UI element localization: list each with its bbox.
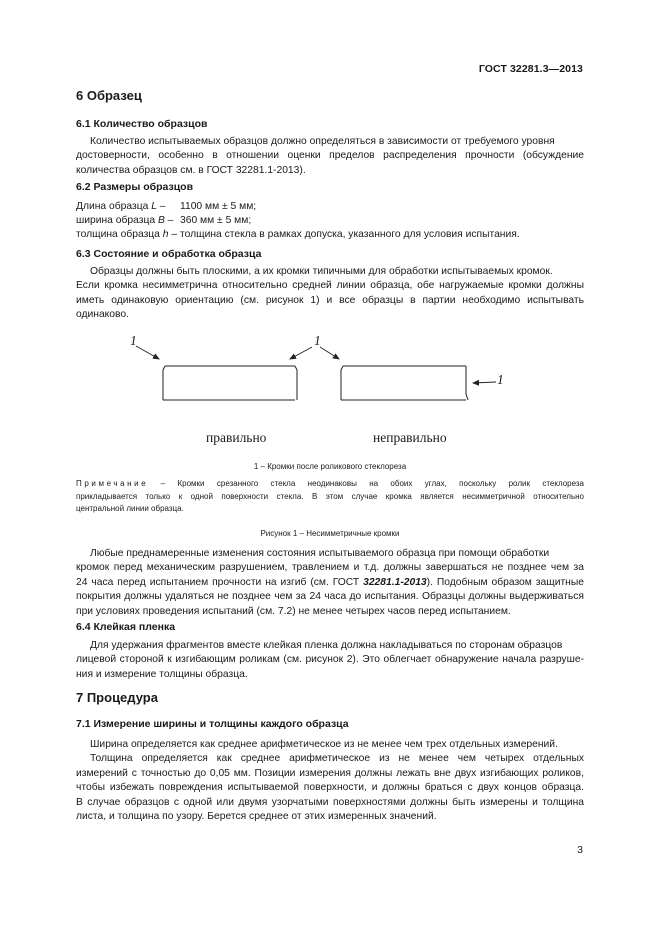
leader-arrow (320, 347, 339, 359)
figure-marker: 1 (497, 372, 504, 387)
text-line: достоверности, особенно в отношении оценки пределов распределения прочности (обсуждение (76, 150, 584, 162)
note-line (76, 478, 584, 491)
figure-label-correct: правильно (206, 430, 267, 445)
text-line: при условиях проведения испытаний (см. 7.2) не менее четырех часов перед испытанием. (76, 605, 511, 617)
figure-label-incorrect: неправильно (373, 430, 447, 445)
section-6-title: 6 Образец (76, 88, 142, 103)
section-6-3-text (76, 265, 584, 323)
dimension-row-thickness (76, 228, 586, 242)
dimension-row-width (76, 214, 586, 228)
text-span: ). Подобным образом защитные (426, 576, 584, 588)
specimen-correct (163, 366, 297, 400)
figure-marker: 1 (314, 333, 321, 348)
section-7-title: 7 Процедура (76, 690, 158, 705)
leader-arrow (473, 382, 496, 383)
leader-arrow (136, 346, 159, 359)
note-line: центральной линии образца. (76, 504, 184, 513)
section-7-1-text (76, 738, 584, 824)
text-line: Если кромка несимметрична относительно средней линии образца, обе нагружаемые кромки должны (76, 280, 584, 292)
text-line: Для удержания фрагментов вместе клейкая пленка должна накладываться по сторонам образцов (90, 640, 563, 651)
text-line: Количество испытываемых образцов должно определяться в зависимости от требуемого уровня (90, 136, 555, 147)
row-value: 1100 мм ± 5 мм; (180, 201, 257, 212)
text-line: Толщина определяется как среднее арифметическое из не менее чем четырех отдельных (90, 753, 584, 765)
row-symbol: h (162, 229, 169, 241)
row-name: толщина образца (76, 229, 163, 241)
section-6-3-title: 6.3 Состояние и обработка образца (76, 248, 262, 260)
note-word: Примечание (76, 479, 149, 488)
row-name: Длина образца (76, 201, 152, 212)
text-line: В случае образцов с одной или двумя узорчатыми поверхностями должны быть измерены и толщина (76, 796, 584, 808)
row-dash: – (168, 229, 178, 241)
section-6-1-title: 6.1 Количество образцов (76, 118, 208, 130)
note-line: прикладывается только к одной поверхности стекла. В этом случае кромка является несимметричной относительно (76, 491, 584, 501)
text-line: одинаково. (76, 309, 129, 321)
section-6-4-title: 6.4 Клейкая пленка (76, 621, 176, 633)
figure-marker: 1 (130, 333, 137, 348)
dimensions-list (76, 200, 586, 243)
page-number: 3 (577, 844, 583, 856)
figure-note (76, 478, 584, 516)
section-6-4-text (76, 639, 584, 682)
text-line: количества образцов см. в ГОСТ 32281.1-2013). (76, 164, 306, 176)
text-line: листа, и толщина по узору. Берется среднее от этих измеренных значений. (76, 811, 437, 823)
dimension-row-length (76, 200, 586, 214)
text-line: кромок перед механическим разрушением, травлением и т.д. должны завершаться не позднее чем за (76, 562, 584, 574)
section-6-2-title: 6.2 Размеры образцов (76, 181, 194, 193)
figure-caption: Рисунок 1 – Несимметричные кромки (260, 529, 400, 538)
row-dash: – (164, 215, 174, 227)
text-line: чтобы избежать повреждения испытываемой поверхности, и должны браться с двух концов образца. (76, 782, 584, 794)
text-line: ния и измерение толщины образца. (76, 668, 248, 680)
reference-standard: 32281.1-2013 (363, 576, 427, 588)
figure-legend: 1 – Кромки после роликового стеклореза (253, 462, 407, 471)
text-line: Образцы должны быть плоскими, а их кромки типичными для обработки испытываемых кромок. (90, 266, 553, 277)
section-6-3-text-cont (76, 547, 584, 619)
text-line: иметь одинаковую ориентацию (см. рисунок 1) и все образцы в партии необходимо испытывать (76, 294, 584, 306)
leader-arrow (290, 347, 312, 359)
document-header: ГОСТ 32281.3—2013 (478, 63, 583, 75)
text-line: измерений с точностью до 0,05 мм. Позиции измерения должны лежать вне двух изгибающих роликов, (76, 767, 584, 779)
note-text: – Кромки срезанного стекла неодинаковы на обоих углах, поскольку ролик стеклореза (148, 479, 584, 488)
row-symbol: L (151, 201, 157, 212)
specimen-incorrect (341, 366, 468, 400)
row-name: ширина образца (76, 215, 158, 227)
text-line: лицевой стороной к изгибающим роликам (см. рисунок 2). Это облегчает обнаружение начала разруше- (76, 654, 584, 666)
row-dash: – (156, 201, 166, 212)
text-span: 24 часа перед испытанием прочности на изгиб (см. ГОСТ (76, 576, 364, 588)
row-value: толщина стекла в рамках допуска, указанного для условия испытания. (180, 229, 520, 241)
row-value: 360 мм ± 5 мм; (180, 215, 252, 227)
section-6-1-text (76, 135, 584, 178)
text-line: Любые преднамеренные изменения состояния испытываемого образца при помощи обработки (90, 548, 550, 559)
row-symbol: B (157, 215, 165, 227)
section-7-1-title: 7.1 Измерение ширины и толщины каждого образца (76, 718, 349, 730)
text-line (76, 576, 584, 590)
text-line: Ширина определяется как среднее арифметическое из не менее чем трех отдельных измерений. (90, 739, 558, 750)
text-line: покрытия должны удаляться не позднее чем за 24 часа до испытания. Образцы должны выдерживаться (76, 591, 584, 603)
